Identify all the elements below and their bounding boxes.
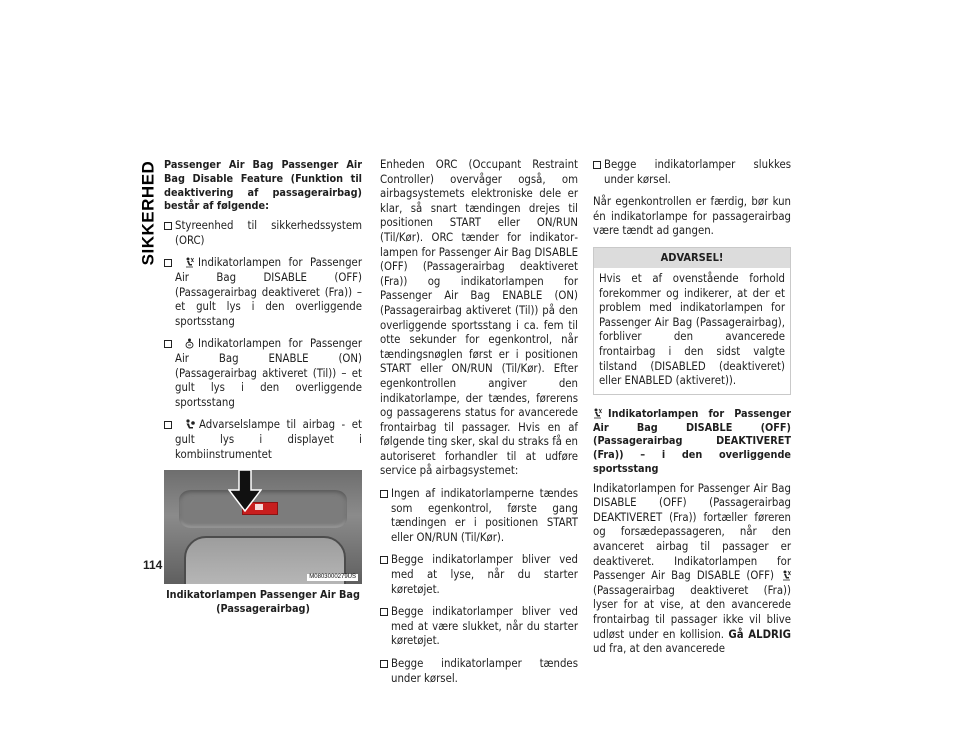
- paragraph-text: ud fra, at den avancerede: [593, 642, 726, 656]
- section-heading: Passenger Air Bag Passenger Air Bag Disable Feature (Funktion til deaktivering af passagerairbag) består af følgende:: [164, 158, 362, 213]
- list-item-text: Begge indikatorlamper bliver ved med at være slukket, når du starter køretøjet.: [391, 605, 578, 648]
- chapter-title: SIKKERHED: [138, 160, 158, 266]
- list-item-text: Advarselslampe til airbag - et gult lys i displayet i kombiinstrumentet: [175, 418, 362, 461]
- list-item-text: Styreenhed til sikkerhedssystem (ORC): [175, 219, 362, 247]
- column-3: [593, 158, 791, 665]
- airbag-on-indicator-icon: [185, 338, 194, 349]
- list-item: [380, 553, 578, 597]
- emphasis-text: Gå ALDRIG: [728, 627, 792, 641]
- list-item-text: Indikatorlampen for Passenger Air Bag ENABLE (ON) (Passagerairbag aktiveret (Til)) – et gult lys i den overliggende sportsstang: [175, 337, 362, 409]
- warning-box: [593, 247, 791, 395]
- paragraph-text: Indikatorlampen for Passenger Air Bag DISABLE (OFF) (Passagerairbag DEAKTIVERET (Fra)) fortæller føreren og forsædepassageren, når den avanceret airbag til passager er deaktiveret. Indikatorlampen for Passenger Air Bag DISABLE (OFF): [593, 481, 791, 583]
- body-paragraph: Når egenkontrollen er færdig, bør kun én indikatorlampe for passagerairbag være tændt ad gangen.: [593, 195, 791, 238]
- checkbox-bullet-icon: [380, 608, 388, 616]
- list-item: [164, 418, 362, 462]
- list-item-text: Ingen af indikatorlamperne tændes som egenkontrol, første gang tændingen er i positionen START eller ON/RUN (Til/Kør).: [391, 487, 578, 544]
- list-item: [593, 158, 791, 187]
- photo-caption-line: (Passagerairbag): [216, 601, 310, 615]
- column-1: [164, 158, 362, 615]
- warning-text: Hvis et af ovenstående forhold forekommer og indikerer, at der et problem med indikatorlampen for Passenger Air Bag (Passagerairbag), forbliver den avancerede frontairbag i den sidst valgte tilstand (DISABLED (deaktiveret) eller ENABLED (aktiveret)).: [599, 271, 785, 388]
- checkbox-bullet-icon: [593, 161, 601, 169]
- list-item: [164, 256, 362, 329]
- checkbox-bullet-icon: [380, 490, 388, 498]
- list-item-text: Indikatorlampen for Passenger Air Bag DISABLE (OFF) (Passagerairbag deaktiveret (Fra)) – et gult lys i den overliggende sportsstang: [175, 256, 362, 328]
- checkbox-bullet-icon: [164, 259, 172, 267]
- overhead-console-photo: [164, 470, 362, 584]
- photo-caption-line: Indikatorlampen Passenger Air Bag: [166, 588, 360, 602]
- page-number: 114: [143, 558, 163, 572]
- photo-caption: [164, 588, 362, 615]
- chapter-side-tab: [140, 158, 157, 268]
- checkbox-bullet-icon: [164, 340, 172, 348]
- photo-reference-code: M0803000279US: [309, 574, 356, 581]
- list-item-text: Begge indikatorlamper slukkes under kørsel.: [604, 158, 791, 186]
- paragraph-text: (Passagerairbag deaktiveret (Fra)) lyser for at vise, at den avancerede frontairbag til passager ikke vil blive udløst under en kollision.: [593, 583, 791, 641]
- subsection-heading: [593, 407, 791, 476]
- airbag-off-indicator-icon: [593, 408, 602, 419]
- list-item-text: Begge indikatorlamper tændes under kørsel.: [391, 657, 578, 685]
- subsection-heading-text: Indikatorlampen for Passenger Air Bag DISABLE (OFF) (Passagerairbag DEAKTIVERET (Fra)) – i den overliggende sportsstang: [593, 406, 791, 475]
- list-item: [380, 487, 578, 545]
- airbag-off-indicator-icon: [782, 570, 791, 581]
- checkbox-bullet-icon: [380, 556, 388, 564]
- list-item: [164, 219, 362, 248]
- column-2: [380, 158, 578, 694]
- list-item-text: Begge indikatorlamper bliver ved med at lyse, når du starter køretøjet.: [391, 553, 578, 596]
- body-paragraph: Enheden ORC (Occupant Restraint Controller) overvåger også, om airbagsystemets elektroniske dele er klar, så snart tændingen drejes til positionen START eller ON/RUN (Til/Kør). ORC tænder for indikatorlampen for Passenger Air Bag DISABLE (OFF) (Passagerairbag deaktiveret (Fra)) og indikatorlampen for Passenger Air Bag ENABLE (ON) (Passagerairbag aktiveret (Til)) på den overliggende sportsstang i ca. fem til otte sekunder for egenkontrol, når tændingsnøglen først er i positionen START eller ON/RUN (Til/Kør). Efter egenkontrollen angiver den indikatorlampe, der tændes, førerens og passagerens status for avancerede frontairbag til passager. Hvis en af følgende ting sker, skal du straks få en autoriseret forhandler til at udføre service på airbagsystemet:: [380, 158, 578, 478]
- list-item: [380, 605, 578, 649]
- airbag-warning-icon: [185, 419, 195, 430]
- body-paragraph: [593, 482, 791, 657]
- warning-title: ADVARSEL!: [594, 248, 790, 268]
- airbag-off-indicator-icon: [185, 257, 194, 268]
- checkbox-bullet-icon: [380, 660, 388, 668]
- checkbox-bullet-icon: [164, 421, 172, 429]
- checkbox-bullet-icon: [164, 222, 172, 230]
- pointer-arrow-icon: [228, 470, 262, 512]
- list-item: [380, 657, 578, 686]
- list-item: [164, 337, 362, 410]
